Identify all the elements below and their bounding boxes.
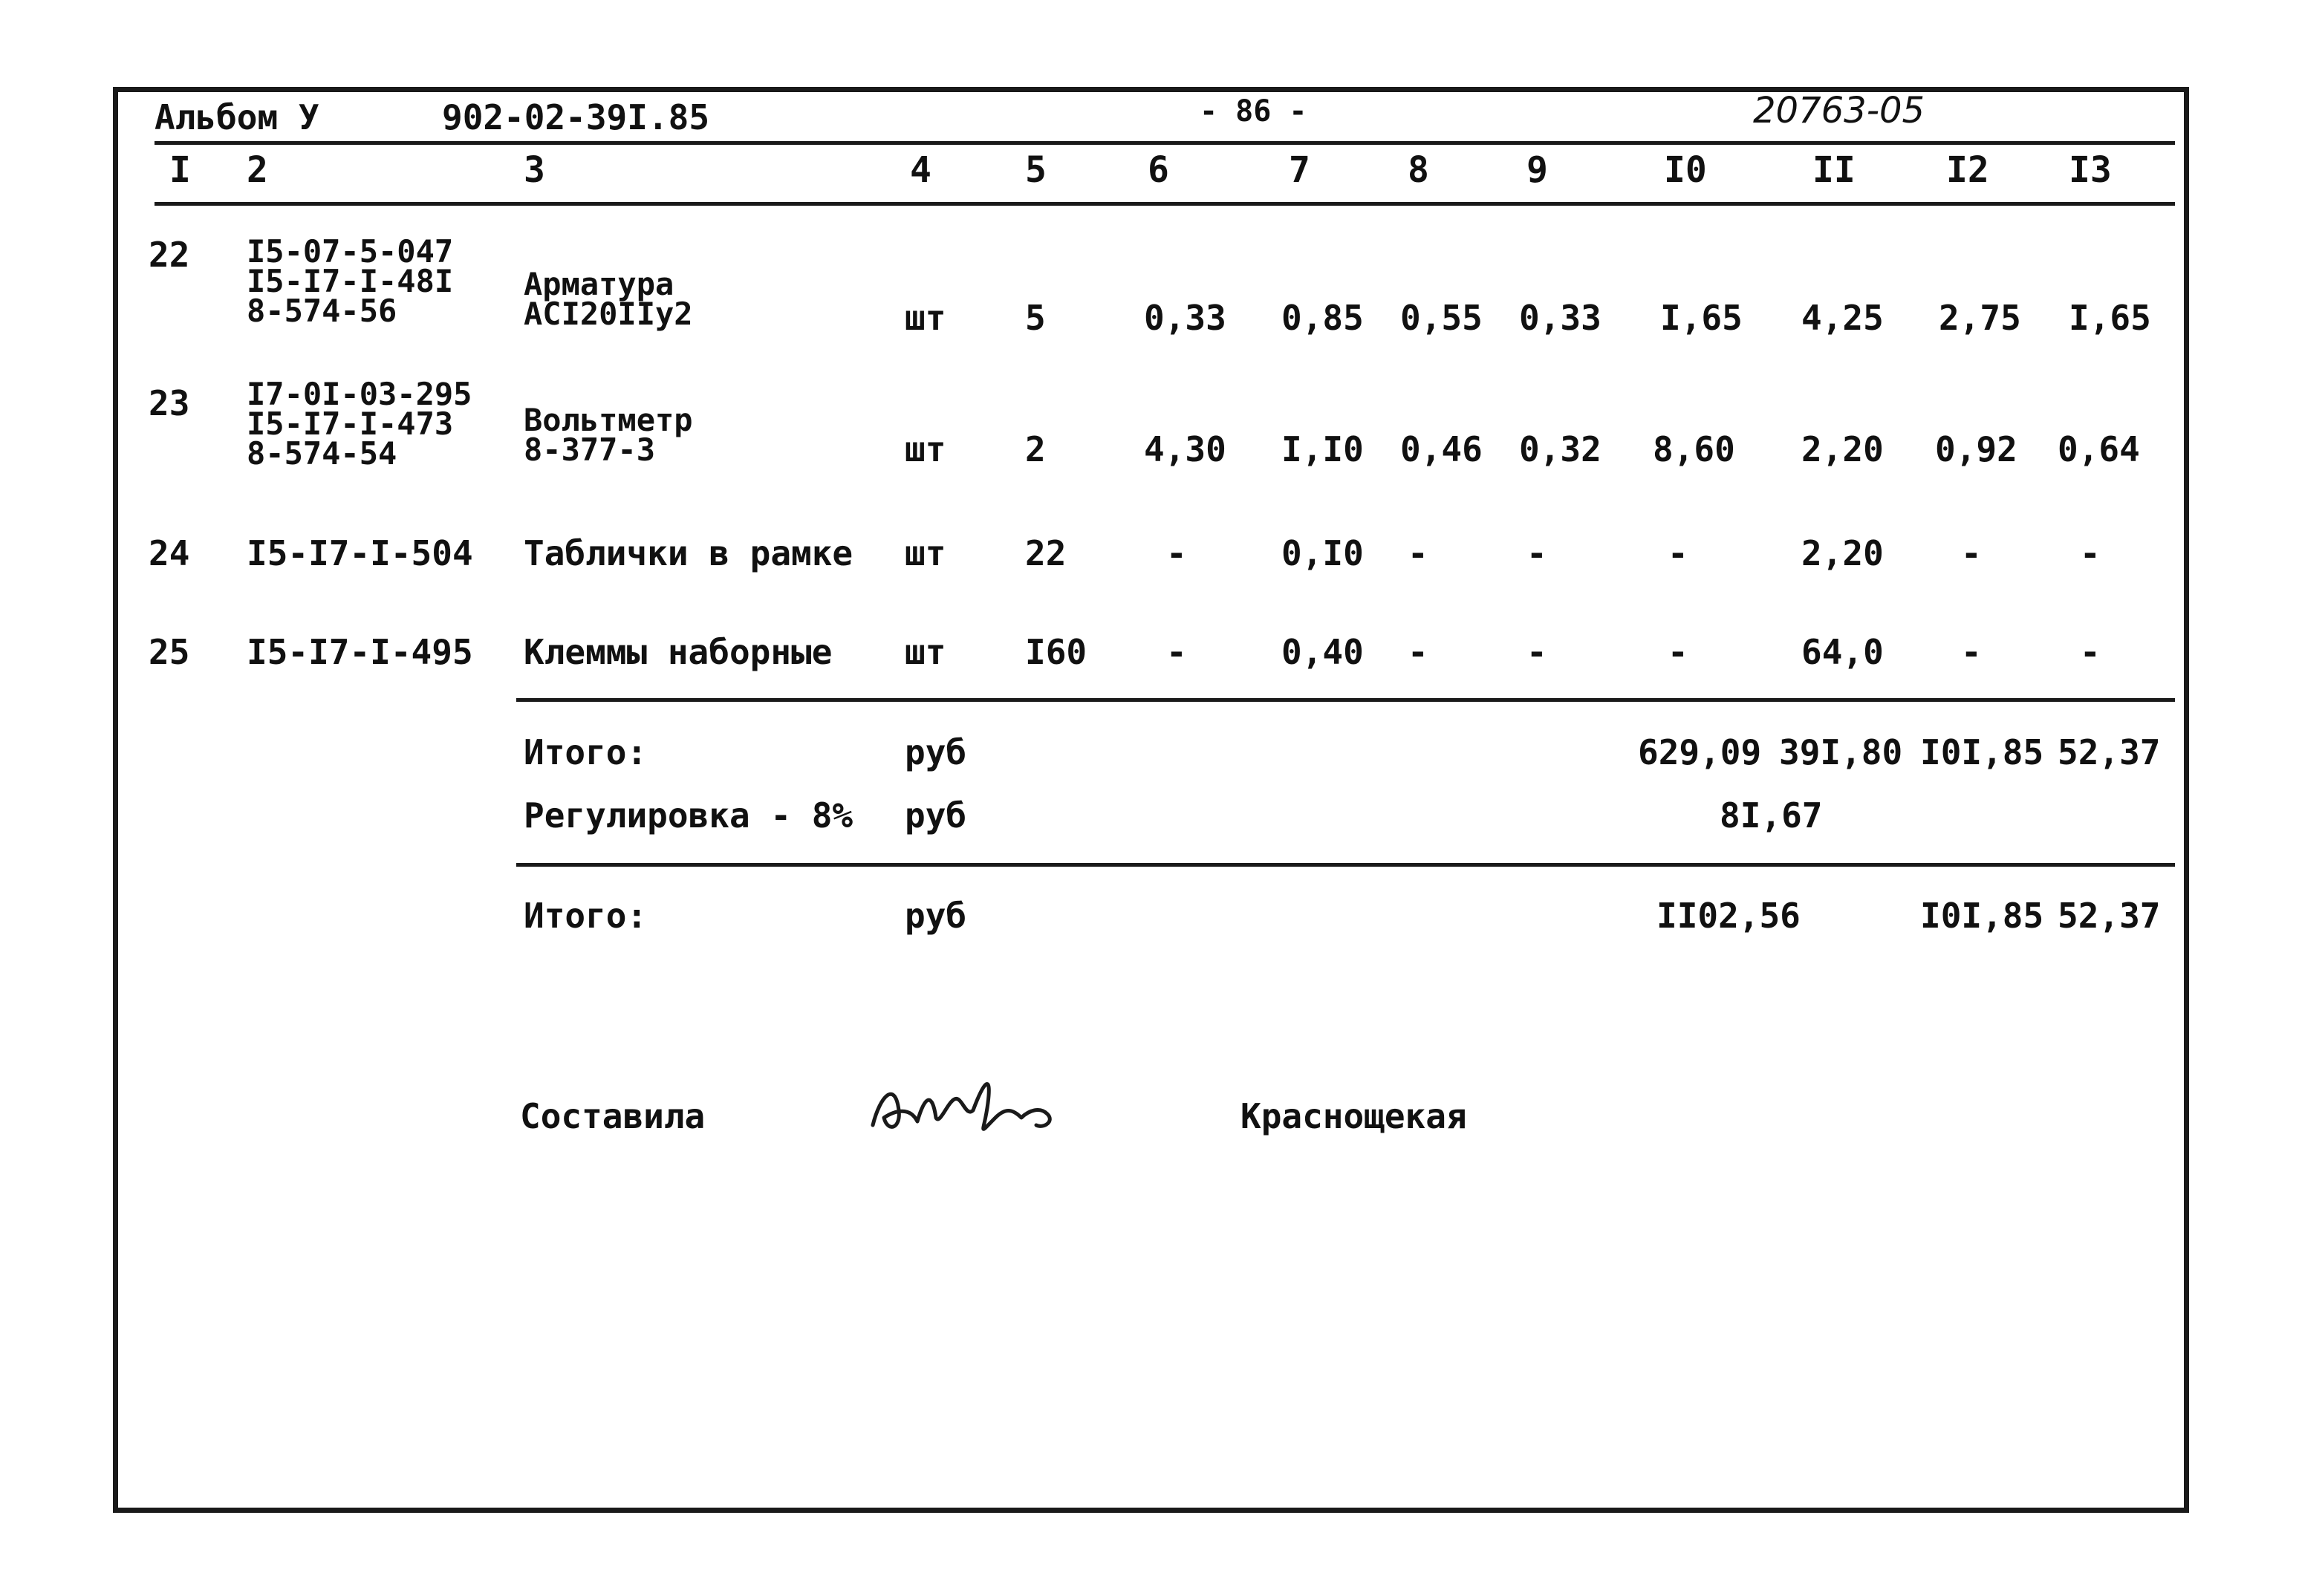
row-c10: 8,60: [1653, 429, 1735, 469]
row-code: I5-07-5-047: [247, 233, 454, 270]
row-c7: I,I0: [1281, 429, 1364, 469]
totals-rule: [516, 698, 2175, 702]
row-c9: 0,32: [1519, 429, 1602, 469]
row-name: Клеммы наборные: [524, 632, 833, 672]
row-c6: -: [1166, 533, 1187, 573]
totals-c11: 39I,80: [1779, 732, 1903, 772]
col-num-7: 7: [1289, 149, 1310, 191]
col-num-3: 3: [524, 149, 545, 191]
row-c13: I,65: [2069, 298, 2151, 338]
row-c12: -: [1961, 533, 1982, 573]
row-c7: 0,85: [1281, 298, 1364, 338]
row-c6: 0,33: [1144, 298, 1226, 338]
row-c12: 2,75: [1939, 298, 2021, 338]
row-code: 8-574-54: [247, 435, 397, 472]
row-number: 25: [149, 632, 190, 672]
col-num-8: 8: [1408, 149, 1429, 191]
row-number: 24: [149, 533, 190, 573]
row-number: 22: [149, 235, 190, 275]
signature: [865, 1066, 1088, 1147]
row-c11: 4,25: [1801, 298, 1884, 338]
row-c10: -: [1668, 533, 1688, 573]
row-unit: шт: [905, 298, 946, 338]
row-code: I7-0I-03-295: [247, 376, 472, 412]
compiled-by-label: Составила: [520, 1096, 706, 1136]
row-c5: I60: [1025, 632, 1087, 672]
row-c12: 0,92: [1935, 429, 2017, 469]
row-name: Таблички в рамке: [524, 533, 853, 573]
col-num-5: 5: [1025, 149, 1047, 191]
column-header-rule: [155, 202, 2175, 206]
row-c6: -: [1166, 632, 1187, 672]
row-code: 8-574-56: [247, 293, 397, 329]
album-label: Альбом У: [155, 97, 319, 137]
project-code: 902-02-39I.85: [442, 97, 710, 137]
row-unit: шт: [905, 429, 946, 469]
col-num-11: II: [1812, 149, 1856, 191]
row-c8: 0,46: [1400, 429, 1483, 469]
col-num-13: I3: [2069, 149, 2112, 191]
col-num-1: I: [169, 149, 191, 191]
row-c10: -: [1668, 632, 1688, 672]
row-name: Арматура: [524, 266, 674, 302]
compiler-name: Краснощекая: [1240, 1096, 1467, 1136]
row-c5: 2: [1025, 429, 1046, 469]
row-code: I5-I7-I-495: [247, 632, 473, 672]
grand-total-label: Итого:: [524, 896, 648, 936]
row-c11: 2,20: [1801, 429, 1884, 469]
row-c9: 0,33: [1519, 298, 1602, 338]
row-unit: шт: [905, 632, 946, 672]
doc-number: 20763-05: [1753, 90, 1925, 131]
row-c6: 4,30: [1144, 429, 1226, 469]
row-c13: -: [2080, 632, 2101, 672]
totals-unit: руб: [905, 732, 967, 772]
row-c5: 22: [1025, 533, 1067, 573]
row-code: I5-I7-I-473: [247, 405, 454, 442]
row-c8: 0,55: [1400, 298, 1483, 338]
row-name: Вольтметр: [524, 402, 693, 438]
col-num-2: 2: [247, 149, 268, 191]
totals-label: Итого:: [524, 732, 648, 772]
row-c11: 64,0: [1801, 632, 1884, 672]
row-code: I5-I7-I-504: [247, 533, 473, 573]
row-c9: -: [1526, 632, 1547, 672]
col-num-4: 4: [910, 149, 931, 191]
col-num-12: I2: [1946, 149, 1989, 191]
totals-c10: 629,09: [1638, 732, 1762, 772]
row-c11: 2,20: [1801, 533, 1884, 573]
row-c13: -: [2080, 533, 2101, 573]
adjustment-label: Регулировка - 8%: [524, 795, 853, 836]
row-unit: шт: [905, 533, 946, 573]
totals-c13: 52,37: [2058, 732, 2161, 772]
grand-total-rule: [516, 863, 2175, 867]
adjustment-unit: руб: [905, 795, 967, 836]
row-c8: -: [1408, 533, 1428, 573]
grand-total-c13: 52,37: [2058, 896, 2161, 936]
col-num-6: 6: [1148, 149, 1169, 191]
row-c12: -: [1961, 632, 1982, 672]
row-c10: I,65: [1660, 298, 1743, 338]
row-name: 8-377-3: [524, 431, 656, 468]
grand-total-c10-11: II02,56: [1656, 896, 1801, 936]
col-num-10: I0: [1664, 149, 1707, 191]
grand-total-unit: руб: [905, 896, 967, 936]
grand-total-c12: I0I,85: [1920, 896, 2044, 936]
header-rule: [155, 141, 2175, 145]
row-name: АСI20IIу2: [524, 296, 693, 332]
row-code: I5-I7-I-48I: [247, 263, 454, 299]
row-c8: -: [1408, 632, 1428, 672]
totals-c12: I0I,85: [1920, 732, 2044, 772]
adjustment-value: 8I,67: [1720, 795, 1823, 836]
col-num-9: 9: [1526, 149, 1548, 191]
row-c7: 0,I0: [1281, 533, 1364, 573]
row-c9: -: [1526, 533, 1547, 573]
row-number: 23: [149, 383, 190, 423]
row-c5: 5: [1025, 298, 1046, 338]
page-number: - 86 -: [1200, 94, 1307, 128]
row-c7: 0,40: [1281, 632, 1364, 672]
row-c13: 0,64: [2058, 429, 2140, 469]
